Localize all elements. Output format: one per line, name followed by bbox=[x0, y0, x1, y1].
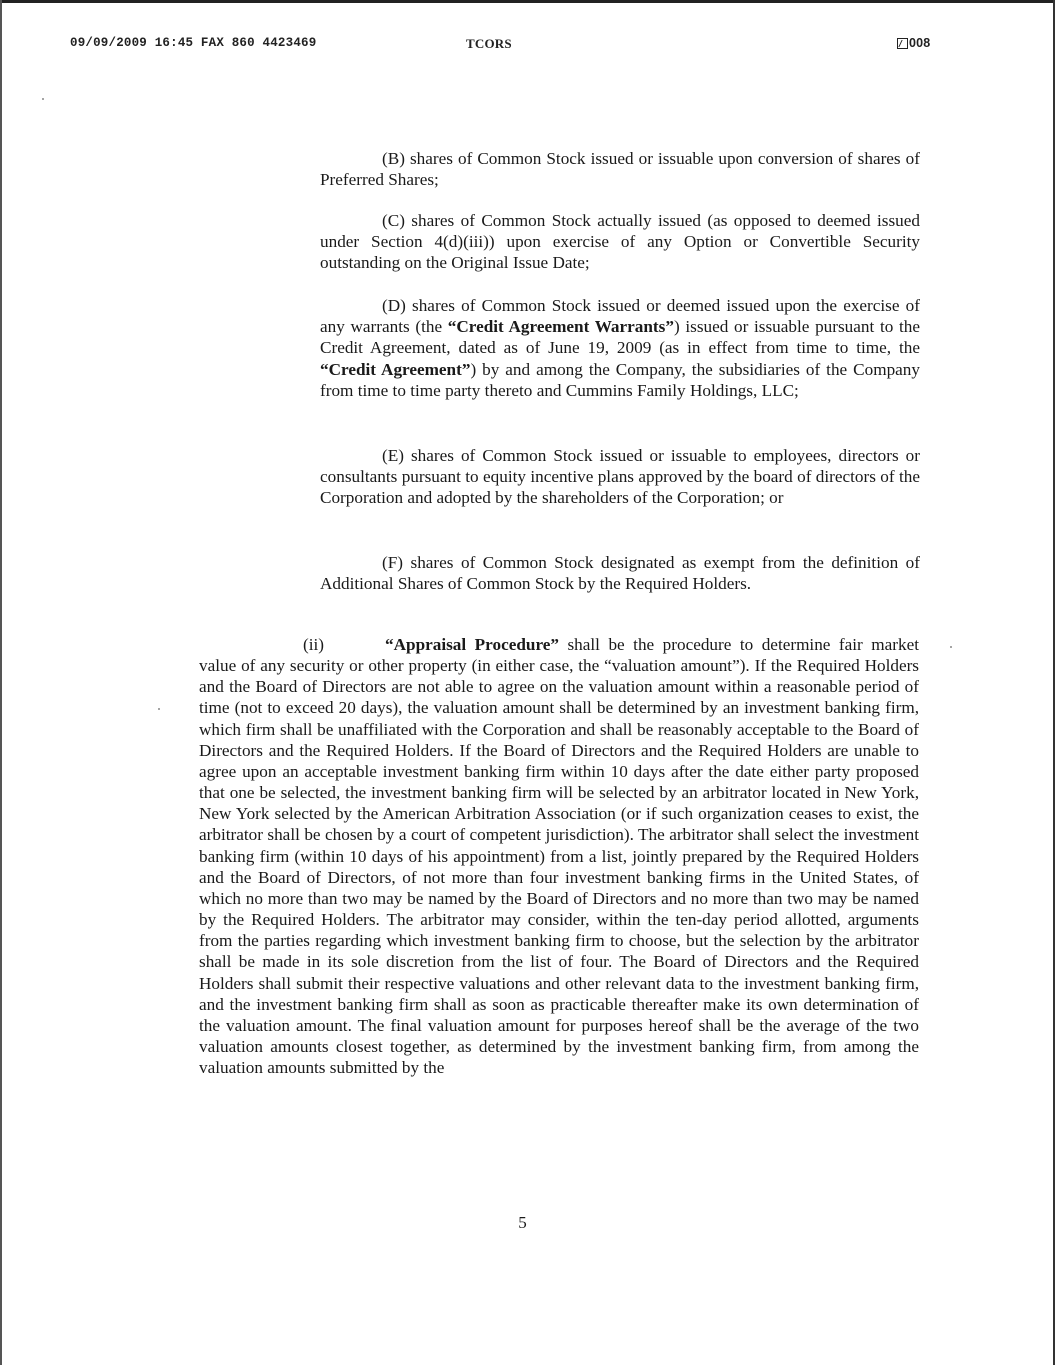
section-number: (ii) bbox=[303, 635, 324, 654]
text-run: (B) shares of Common Stock issued or issuable upon conversion of shares of Preferred Shares; bbox=[320, 149, 920, 190]
subsection-f bbox=[320, 552, 920, 594]
page-left-border bbox=[0, 0, 2, 1365]
scan-speck bbox=[950, 646, 952, 648]
text-run: (D) shares of Common Stock issued or deemed issued upon the exercise of any warrants (the bbox=[320, 296, 920, 337]
scan-speck bbox=[42, 98, 44, 100]
fax-page-counter-text: 008 bbox=[909, 36, 931, 50]
subsection-b bbox=[320, 148, 920, 190]
subsection-e bbox=[320, 445, 920, 509]
text-run: shall be the procedure to determine fair market value of any security or other property (in either case, the “valuation amount”). If the Required Holders and the Board of Directors are not able to agree on the valuation amount within a reasonable period of time (not to exceed 20 days), the valuation amount shall be determined by an investment banking firm, which firm shall be unaffiliated with the Corporation and shall be reasonably acceptable to the Board of Directors and the Required Holders. If the Board of Directors and the Required Holders are unable to agree upon an acceptable investment banking firm within 10 days after the date either party proposed that one be selected, the investment banking firm will be selected by an arbitrator located in New York, New York selected by the American Arbitration Association (or if such organization ceases to exist, the arbitrator shall be chosen by a court of competent jurisdiction). The arbitrator shall select the investment banking firm (within 10 days of his appointment) from a list, jointly prepared by the Required Holders and the Board of Directors, of not more than four investment banking firms in the United States, of which no more than two may be named by the Board of Directors and no more than two may be named by the Required Holders. The arbitrator may consider, within the ten-day period allotted, arguments from the parties regarding which investment banking firm to choose, but the selection by the arbitrator shall be made in its sole discretion from the list of four. The Board of Directors and the Required Holders shall submit their respective valuations and other relevant data to the investment banking firm, and the investment banking firm shall as soon as practicable thereafter make its own determination of the valuation amount. The final valuation amount for purposes hereof shall be the average of the two valuation amounts closest together, as determined by the investment banking firm, from among the valuation amounts submitted by the bbox=[199, 635, 919, 1078]
text-run: ) by and among the Company, the subsidiaries of the Company from time to time party thereto and Cummins Family Holdings, LLC; bbox=[320, 359, 920, 400]
fax-header bbox=[0, 36, 1055, 56]
text-run: ) issued or issuable pursuant to the Credit Agreement, dated as of June 19, 2009 (as in effect from time to time, the bbox=[320, 317, 920, 358]
defined-term: “Appraisal Procedure” bbox=[385, 635, 559, 654]
appraisal-procedure-body bbox=[199, 635, 919, 1077]
text-run: (C) shares of Common Stock actually issued (as opposed to deemed issued under Section 4(d)(iii)) upon exercise of any Option or Convertible Security outstanding on the Original Issue Date; bbox=[320, 211, 920, 273]
defined-term: “Credit Agreement Warrants” bbox=[447, 317, 674, 337]
fax-datetime-number: 09/09/2009 16:45 FAX 860 4423469 bbox=[70, 36, 317, 50]
fax-page-icon bbox=[897, 38, 908, 49]
scan-speck bbox=[158, 708, 160, 710]
page-number: 5 bbox=[518, 1213, 527, 1232]
defined-term: “Credit Agreement” bbox=[320, 359, 471, 379]
text-run: (E) shares of Common Stock issued or issuable to employees, directors or consultants pursuant to equity incentive plans approved by the board of directors of the Corporation and adopted by the shareholders of the Corporation; or bbox=[320, 446, 920, 508]
appraisal-procedure-section bbox=[199, 634, 919, 1078]
fax-sender-id: TCORS bbox=[466, 36, 512, 51]
page-top-border bbox=[0, 0, 1055, 3]
text-run: (F) shares of Common Stock designated as exempt from the definition of Additional Shares of Common Stock by the Required Holders. bbox=[320, 553, 920, 594]
subsection-d bbox=[320, 295, 920, 401]
subsection-c bbox=[320, 210, 920, 274]
fax-page-counter bbox=[897, 36, 930, 50]
